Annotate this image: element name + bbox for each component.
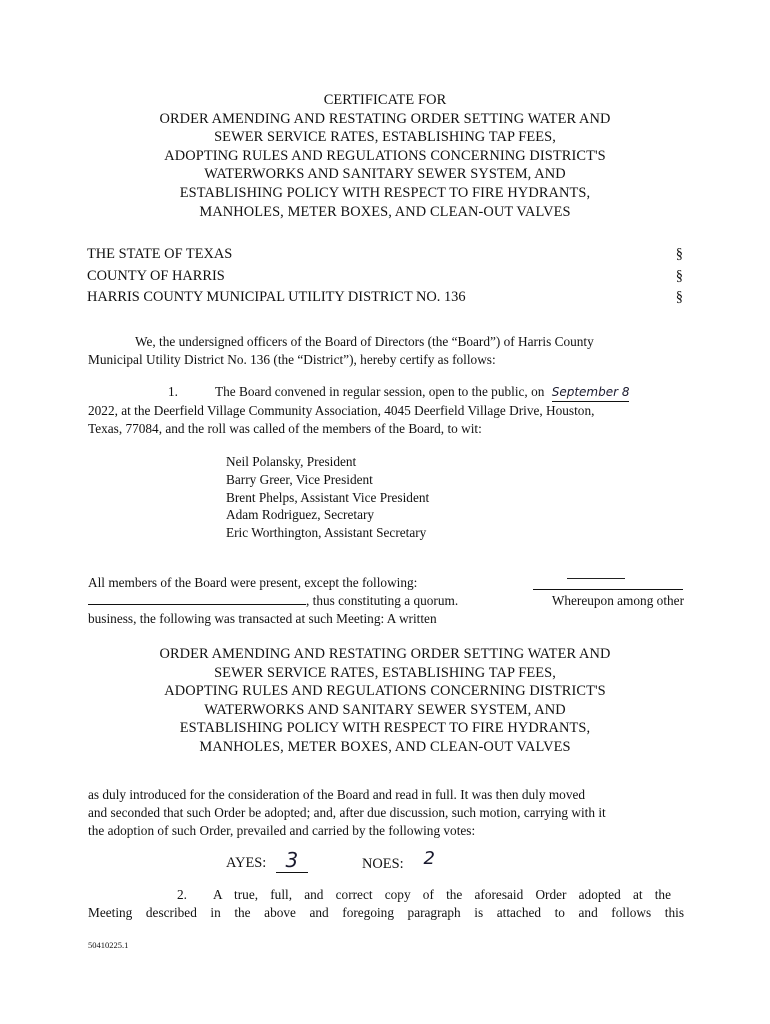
paragraph-2 xyxy=(88,886,684,922)
handwritten-dash xyxy=(567,578,625,579)
intro-line: Municipal Utility District No. 136 (the “District”), hereby certify as follows: xyxy=(88,352,496,368)
paragraph-1-line: 2022, at the Deerfield Village Community Association, 4045 Deerfield Village Drive, Houston, xyxy=(88,403,595,419)
paragraph-2-line: Meeting described in the above and foregoing paragraph is attached to and follows this xyxy=(88,905,684,921)
paragraph-1-first-line xyxy=(88,383,684,402)
quorum-line: business, the following was transacted at such Meeting: A written xyxy=(88,611,437,627)
paragraph-2-text: A true, full, and correct copy of the aforesaid Order adopted at the xyxy=(212,887,671,902)
officer-entry: Barry Greer, Vice President xyxy=(226,471,373,487)
document-id: 50410225.1 xyxy=(88,940,129,950)
paragraph-1-line: Texas, 77084, and the roll was called of the members of the Board, to wit: xyxy=(88,421,482,437)
title-line: CERTIFICATE FOR xyxy=(323,92,447,108)
paragraph-number: 2. xyxy=(177,887,187,902)
paragraph-1-text: The Board convened in regular session, open to the public, on xyxy=(214,384,545,399)
officer-entry: Neil Polansky, President xyxy=(226,454,357,469)
handwritten-date: September 8 xyxy=(551,385,630,399)
jurisdiction-block xyxy=(87,244,683,309)
ayes-vote xyxy=(226,848,308,873)
quorum-second-line xyxy=(88,592,684,610)
absent-members-blank-continued xyxy=(88,604,306,605)
order-title-line: MANHOLES, METER BOXES, AND CLEAN-OUT VALVES xyxy=(199,738,571,755)
intro-paragraph xyxy=(88,333,684,369)
ayes-count: 3 xyxy=(285,848,299,872)
section-symbol: § xyxy=(675,267,683,284)
absent-members-blank xyxy=(533,574,683,590)
section-symbol: § xyxy=(675,289,683,305)
order-title xyxy=(0,645,770,757)
order-title-line: ADOPTING RULES AND REGULATIONS CONCERNING DISTRICT'S xyxy=(164,683,606,700)
title-line: ORDER AMENDING AND RESTATING ORDER SETTING WATER AND xyxy=(159,110,611,127)
adoption-line: as duly introduced for the consideration of the Board and read in full. It was then duly moved xyxy=(88,787,586,802)
ayes-label: AYES: xyxy=(226,855,267,871)
adoption-line: and seconded that such Order be adopted; and, after due discussion, such motion, carrying with it xyxy=(88,805,606,821)
officer-entry: Adam Rodriguez, Secretary xyxy=(226,507,375,523)
order-title-line: WATERWORKS AND SANITARY SEWER SYSTEM, AND xyxy=(204,701,566,718)
title-line: WATERWORKS AND SANITARY SEWER SYSTEM, AND xyxy=(204,166,566,183)
jurisdiction-row xyxy=(87,287,683,309)
district-line: HARRIS COUNTY MUNICIPAL UTILITY DISTRICT NO. 136 xyxy=(87,289,466,305)
paragraph-2-first-line xyxy=(88,886,684,904)
order-title-line: ESTABLISHING POLICY WITH RESPECT TO FIRE HYDRANTS, xyxy=(179,720,591,737)
noes-count: 2 xyxy=(423,848,435,869)
certificate-title xyxy=(0,91,770,221)
title-line: ADOPTING RULES AND REGULATIONS CONCERNING DISTRICT'S xyxy=(164,147,606,164)
title-line: ESTABLISHING POLICY WITH RESPECT TO FIRE HYDRANTS, xyxy=(179,184,591,201)
title-line: SEWER SERVICE RATES, ESTABLISHING TAP FEES, xyxy=(214,129,556,146)
officer-entry: Eric Worthington, Assistant Secretary xyxy=(226,525,427,541)
title-line: MANHOLES, METER BOXES, AND CLEAN-OUT VALVES xyxy=(199,203,571,220)
officer-entry: Brent Phelps, Assistant Vice President xyxy=(226,489,430,505)
order-title-line: ORDER AMENDING AND RESTATING ORDER SETTING WATER AND xyxy=(159,646,611,662)
section-symbol: § xyxy=(675,246,683,262)
adoption-paragraph xyxy=(88,786,684,841)
intro-line: We, the undersigned officers of the Board of Directors (the “Board”) of Harris County xyxy=(135,334,594,349)
state-line: THE STATE OF TEXAS xyxy=(87,246,233,262)
noes-label: NOES: xyxy=(362,856,404,872)
quorum-paragraph xyxy=(88,574,684,629)
adoption-line: the adoption of such Order, prevailed and carried by the following votes: xyxy=(88,823,476,839)
officer-list xyxy=(226,453,429,542)
quorum-clause: Whereupon among other xyxy=(551,593,684,609)
county-line: COUNTY OF HARRIS xyxy=(87,267,225,284)
quorum-first-line xyxy=(88,574,684,592)
paragraph-number: 1. xyxy=(168,384,178,399)
quorum-clause: , thus constituting a quorum. xyxy=(306,593,459,609)
jurisdiction-row xyxy=(87,244,683,266)
order-title-line: SEWER SERVICE RATES, ESTABLISHING TAP FEES, xyxy=(214,664,556,681)
jurisdiction-row xyxy=(87,266,683,288)
paragraph-1 xyxy=(88,383,684,439)
noes-vote xyxy=(362,848,445,873)
quorum-text: All members of the Board were present, except the following: xyxy=(88,575,418,590)
